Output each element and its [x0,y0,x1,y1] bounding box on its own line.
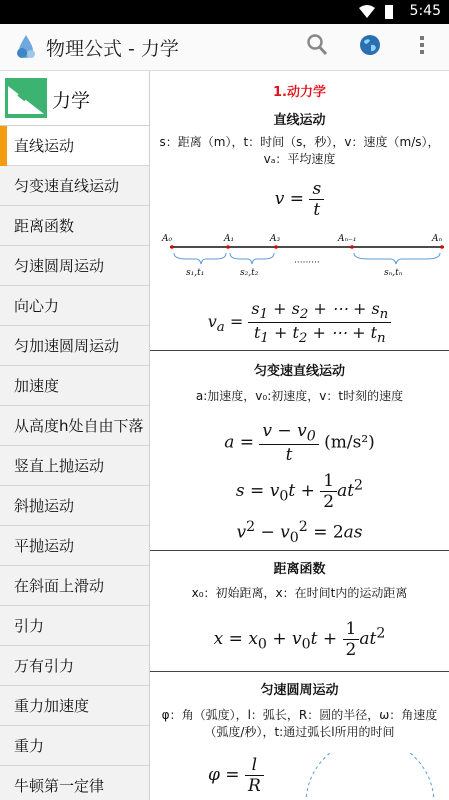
point-label: Aₙ [432,234,443,244]
section-divider [150,550,449,551]
sidebar-item-universal-gravitation[interactable]: 万有引力 [0,646,149,686]
category-label: 力学 [52,90,91,112]
app-title: 物理公式 - 力学 [46,38,179,60]
sidebar-item-gravity[interactable]: 重力 [0,726,149,766]
overflow-menu-icon[interactable] [418,33,426,57]
app-logo-icon [12,33,40,61]
section-title: 匀速圆周运动 [260,683,339,698]
sidebar-item-horizontal-throw[interactable]: 平抛运动 [0,526,149,566]
section-description: a:加速度，v₀:初速度，v：t时刻的速度 [195,389,404,403]
sidebar-item-acceleration[interactable]: 加速度 [0,366,149,406]
search-icon[interactable] [306,33,328,57]
topic-sidebar [0,71,150,800]
sidebar-item-oblique-throw[interactable]: 斜抛运动 [0,486,149,526]
segment-label: s₁,t₁ [186,268,205,278]
sidebar-item-distance-function[interactable]: 距离函数 [0,206,149,246]
globe-icon[interactable] [358,33,382,57]
formula-distance-function: $x = x_0 + v_0t$ + $\frac{1}{2}$ $at^2$ [213,619,386,660]
formula-angle: φ = $\frac{l}{R}$ [208,755,264,796]
section-divider [150,350,449,351]
sidebar-item-linear-motion[interactable]: 直线运动 [0,126,149,166]
wifi-icon [359,5,375,19]
formula-velocity: v = $\frac{s}{t}$ [150,179,449,220]
app-bar [0,24,449,71]
point-label: A₀ [162,234,173,244]
section-title: 距离函数 [273,562,326,577]
sidebar-item-gravitation[interactable]: 引力 [0,606,149,646]
status-bar [0,0,449,24]
segment-label: sₙ,tₙ [384,268,403,278]
sidebar-item-newton-first-law[interactable]: 牛顿第一定律 [0,766,149,800]
status-time: 5:45 [409,3,441,19]
section-description: φ：角（弧度），l：弧长，R：圆的半径，ω：角速度（弧度/秒），t:通过弧长l所用的时间 [161,708,438,739]
sidebar-item-incline-slide[interactable]: 在斜面上滑动 [0,566,149,606]
circle-diagram [300,753,440,800]
section-divider [150,671,449,672]
battery-icon [385,5,393,19]
ellipsis-dots: ········· [294,258,320,268]
acceleration-unit: (m/s²) [324,432,375,453]
sidebar-item-vertical-throw[interactable]: 竖直上抛运动 [0,446,149,486]
formula-displacement: $s = v_0t$ + $\frac{1}{2}$ $at^2$ [235,471,364,512]
formula-velocity-squared: $v^2 - v_0^2 = 2as$ [236,519,363,547]
sidebar-item-free-fall[interactable]: 从高度h处自由下落 [0,406,149,446]
sidebar-item-uniform-circular[interactable]: 匀速圆周运动 [0,246,149,286]
formula-average-velocity: $v_a$ = $\frac{s_1 + s_2 + \cdots + s_n}{t_1 + t_2 + \cdots + t_n}$ [150,299,449,346]
section-description: s：距离（m），t：时间（s，秒），v：速度（m/s），vₐ：平均速度 [159,135,440,166]
formula-content [150,71,449,800]
sidebar-item-uniform-accel-linear[interactable]: 匀变速直线运动 [0,166,149,206]
section-description: x₀：初始距离，x：在时间t内的运动距离 [191,586,408,600]
sidebar-item-gravity-acceleration[interactable]: 重力加速度 [0,686,149,726]
point-label: Aₙ₋₁ [338,234,357,244]
segment-label: s₂,t₂ [240,268,259,278]
motion-segment-diagram [158,231,446,281]
chapter-title: 1.动力学 [273,85,326,100]
inclined-plane-icon [5,78,47,118]
section-title: 匀变速直线运动 [253,364,345,379]
point-label: A₃ [270,234,281,244]
section-title: 直线运动 [273,113,326,128]
formula-acceleration: a = $\frac{v - v_0}{t}$ (m/s²) [224,421,375,466]
sidebar-item-uniform-accel-circular[interactable]: 匀加速圆周运动 [0,326,149,366]
sidebar-item-centripetal-force[interactable]: 向心力 [0,286,149,326]
point-label: A₁ [224,234,235,244]
category-header[interactable] [0,71,149,126]
